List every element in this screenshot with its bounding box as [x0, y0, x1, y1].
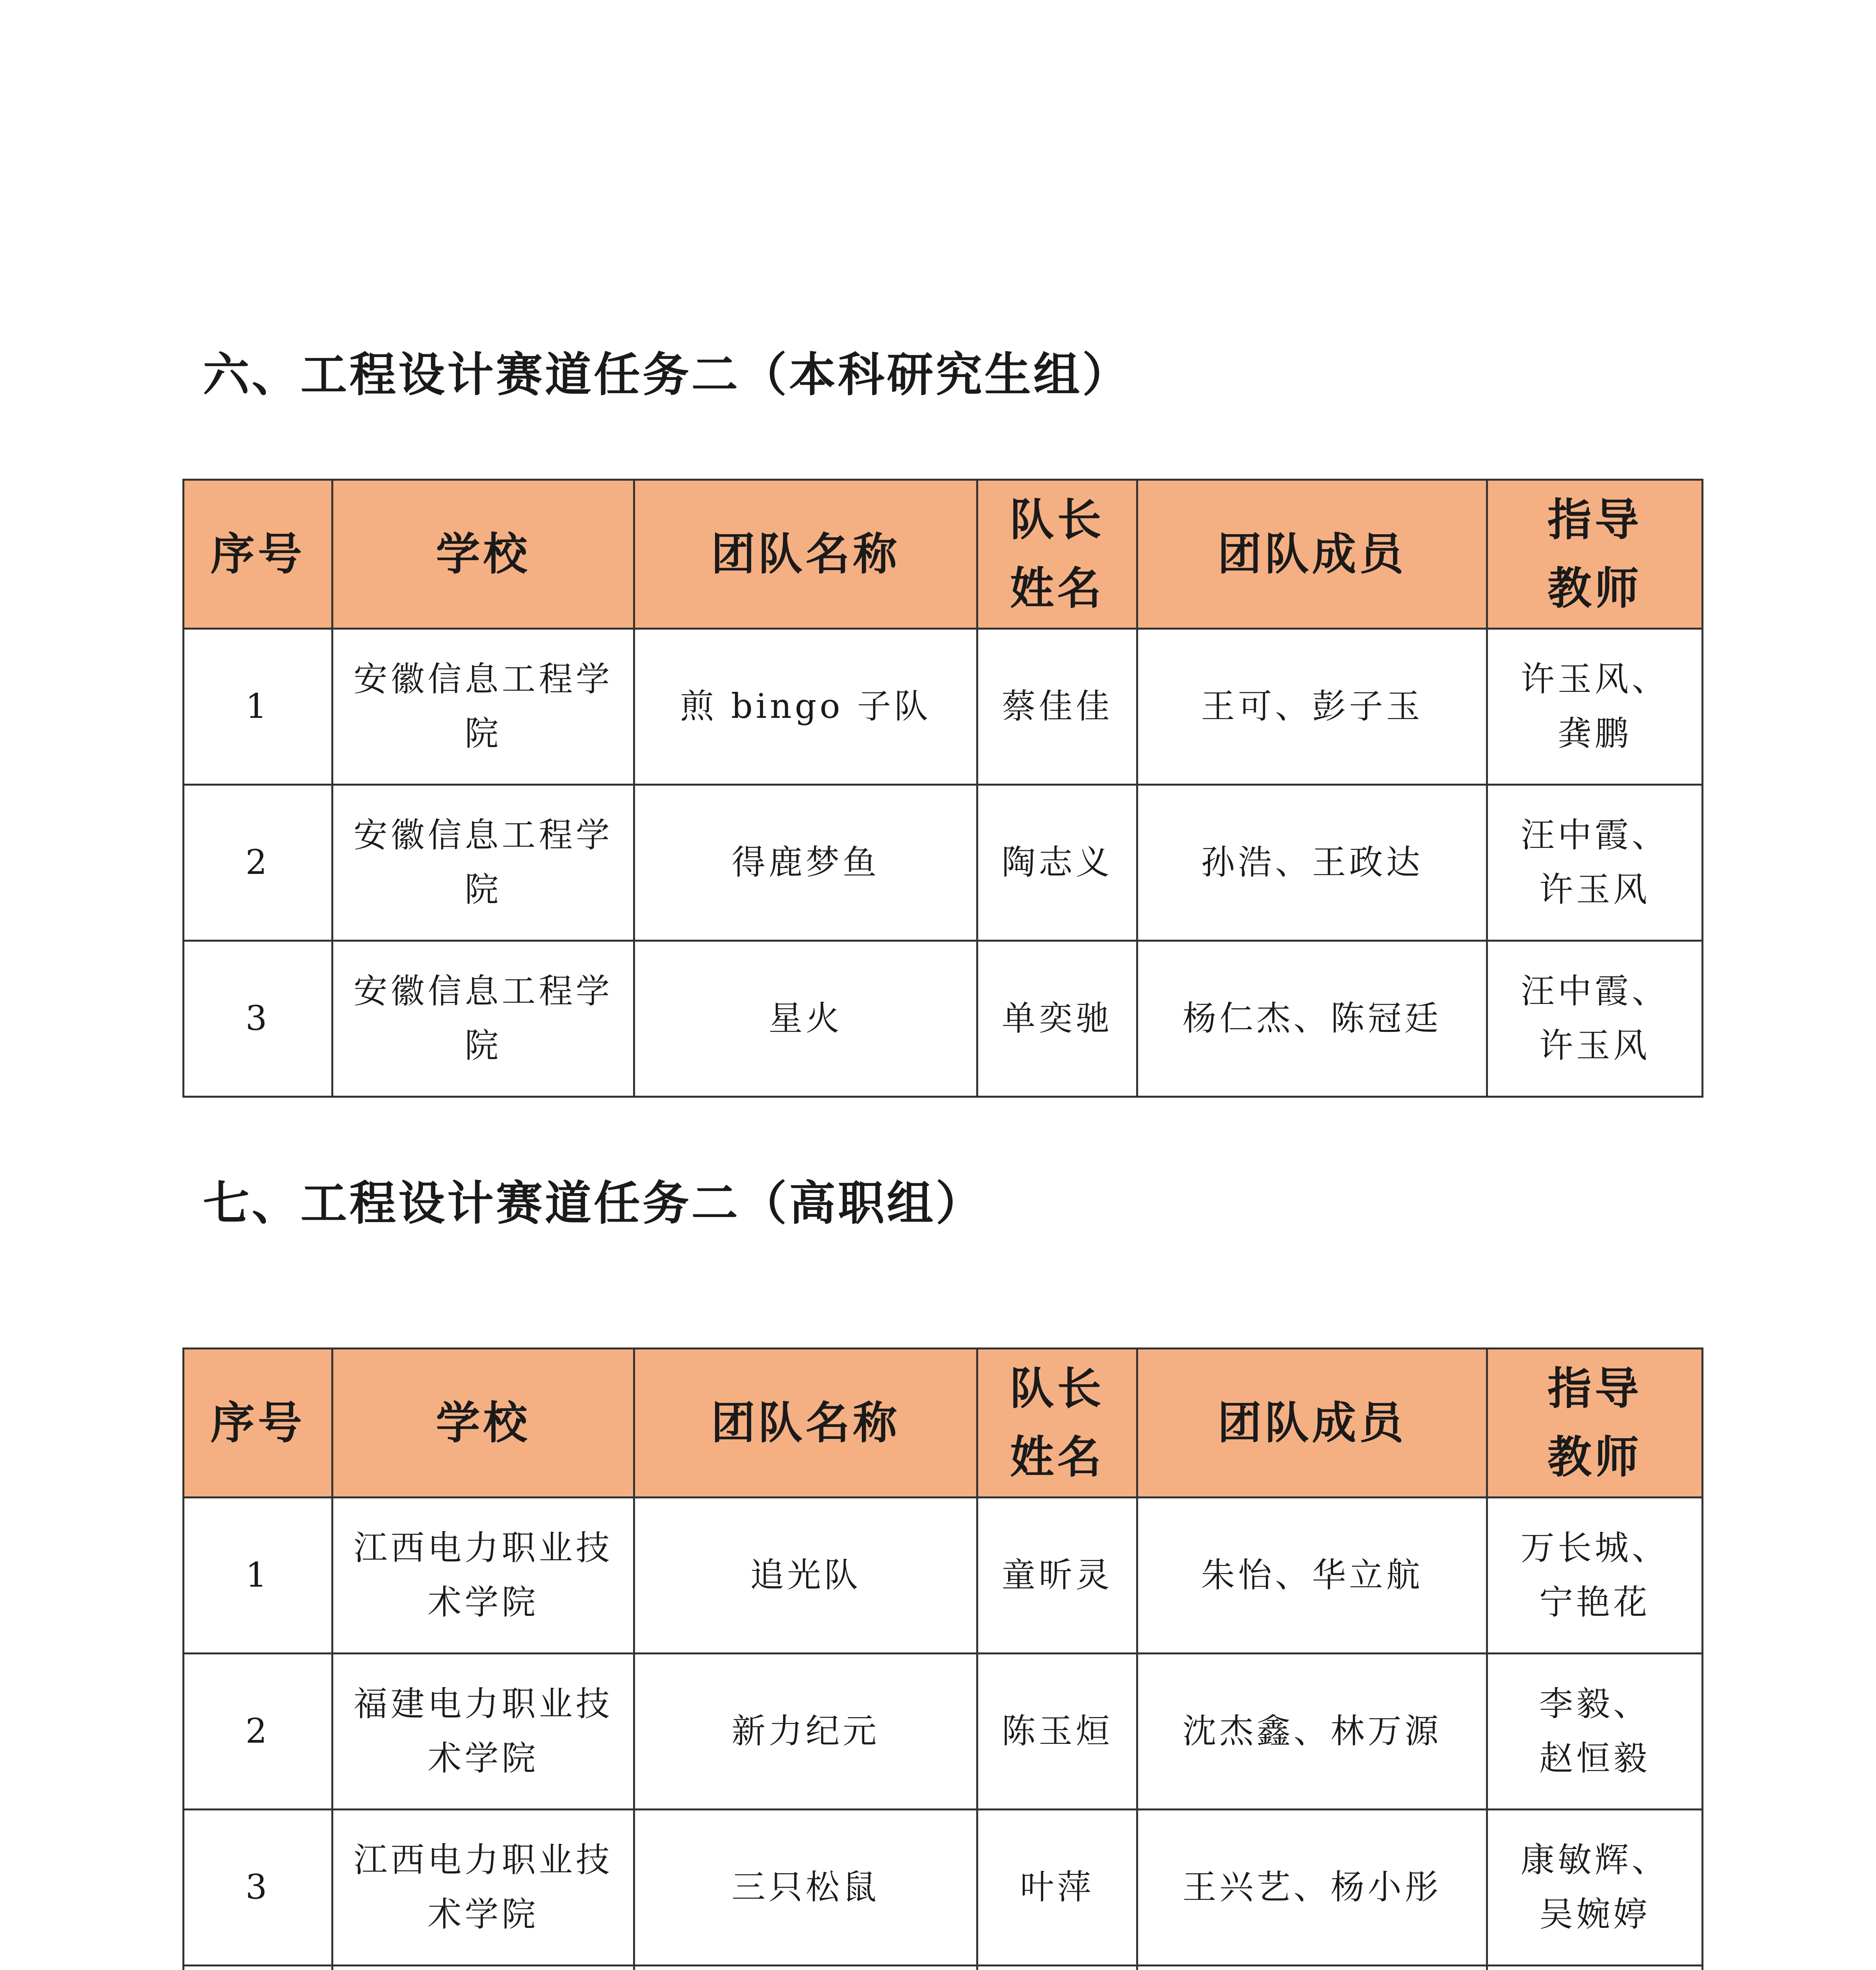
roster-table-7 [182, 1347, 1703, 1970]
cell-team: 新力纪元 [634, 1654, 977, 1810]
cell-members: 王兴艺、杨小彤 [1137, 1810, 1487, 1966]
cell-school: 江西电力职业技 术学院 [332, 1498, 634, 1654]
cell-advisor: 汪中霞、 许玉风 [1487, 941, 1703, 1097]
cell-seq: 3 [184, 941, 332, 1097]
cell-school: 安徽信息工程学 院 [332, 785, 634, 941]
header-school: 学校 [332, 480, 634, 629]
table-row [184, 941, 1703, 1097]
cell-captain: 叶萍 [977, 1810, 1137, 1966]
header-captain: 队长 姓名 [977, 480, 1137, 629]
table-row [184, 1966, 1703, 1970]
cell-advisor [1487, 1966, 1703, 1970]
cell-captain: 陈玉烜 [977, 1654, 1137, 1810]
header-members: 团队成员 [1137, 480, 1487, 629]
cell-seq: 2 [184, 785, 332, 941]
cell-members: 孙浩、王政达 [1137, 785, 1487, 941]
cell-team: 煎 bingo 子队 [634, 629, 977, 785]
cell-advisor: 李毅、 赵恒毅 [1487, 1654, 1703, 1810]
cell-members: 朱怡、华立航 [1137, 1498, 1487, 1654]
cell-team: 星火 [634, 941, 977, 1097]
header-school: 学校 [332, 1349, 634, 1498]
cell-captain: 童昕灵 [977, 1498, 1137, 1654]
header-seq: 序号 [184, 480, 332, 629]
cell-school: 安徽信息工程学 院 [332, 629, 634, 785]
table-header-row [184, 480, 1703, 629]
cell-seq: 1 [184, 1498, 332, 1654]
cell-captain: 单奕驰 [977, 941, 1137, 1097]
cell-team: 追光队 [634, 1498, 977, 1654]
table-header-row [184, 1349, 1703, 1498]
table-row [184, 1498, 1703, 1654]
cell-school [332, 1966, 634, 1970]
header-team-name: 团队名称 [634, 1349, 977, 1498]
cell-seq [184, 1966, 332, 1970]
section-title-6: 六、工程设计赛道任务二（本科研究生组） [203, 347, 1131, 402]
cell-seq: 1 [184, 629, 332, 785]
cell-team [634, 1966, 977, 1970]
cell-advisor: 许玉风、 龚鹏 [1487, 629, 1703, 785]
header-advisor: 指导 教师 [1487, 480, 1703, 629]
cell-advisor: 康敏辉、 吴婉婷 [1487, 1810, 1703, 1966]
cell-seq: 2 [184, 1654, 332, 1810]
table-row [184, 1654, 1703, 1810]
cell-seq: 3 [184, 1810, 332, 1966]
cell-members [1137, 1966, 1487, 1970]
table-row [184, 629, 1703, 785]
cell-members: 沈杰鑫、林万源 [1137, 1654, 1487, 1810]
cell-team: 三只松鼠 [634, 1810, 977, 1966]
cell-school: 安徽信息工程学 院 [332, 941, 634, 1097]
cell-school: 福建电力职业技 术学院 [332, 1654, 634, 1810]
header-members: 团队成员 [1137, 1349, 1487, 1498]
cell-advisor: 万长城、 宁艳花 [1487, 1498, 1703, 1654]
header-team-name: 团队名称 [634, 480, 977, 629]
roster-table-6 [182, 479, 1703, 1098]
cell-captain: 蔡佳佳 [977, 629, 1137, 785]
header-advisor: 指导 教师 [1487, 1349, 1703, 1498]
cell-members: 杨仁杰、陈冠廷 [1137, 941, 1487, 1097]
cell-members: 王可、彭子玉 [1137, 629, 1487, 785]
table-row [184, 785, 1703, 941]
cell-team: 得鹿梦鱼 [634, 785, 977, 941]
cell-captain [977, 1966, 1137, 1970]
header-captain: 队长 姓名 [977, 1349, 1137, 1498]
section-title-7: 七、工程设计赛道任务二（高职组） [203, 1176, 985, 1230]
cell-captain: 陶志义 [977, 785, 1137, 941]
cell-school: 江西电力职业技 术学院 [332, 1810, 634, 1966]
table-row [184, 1810, 1703, 1966]
cell-advisor: 汪中霞、 许玉风 [1487, 785, 1703, 941]
header-seq: 序号 [184, 1349, 332, 1498]
